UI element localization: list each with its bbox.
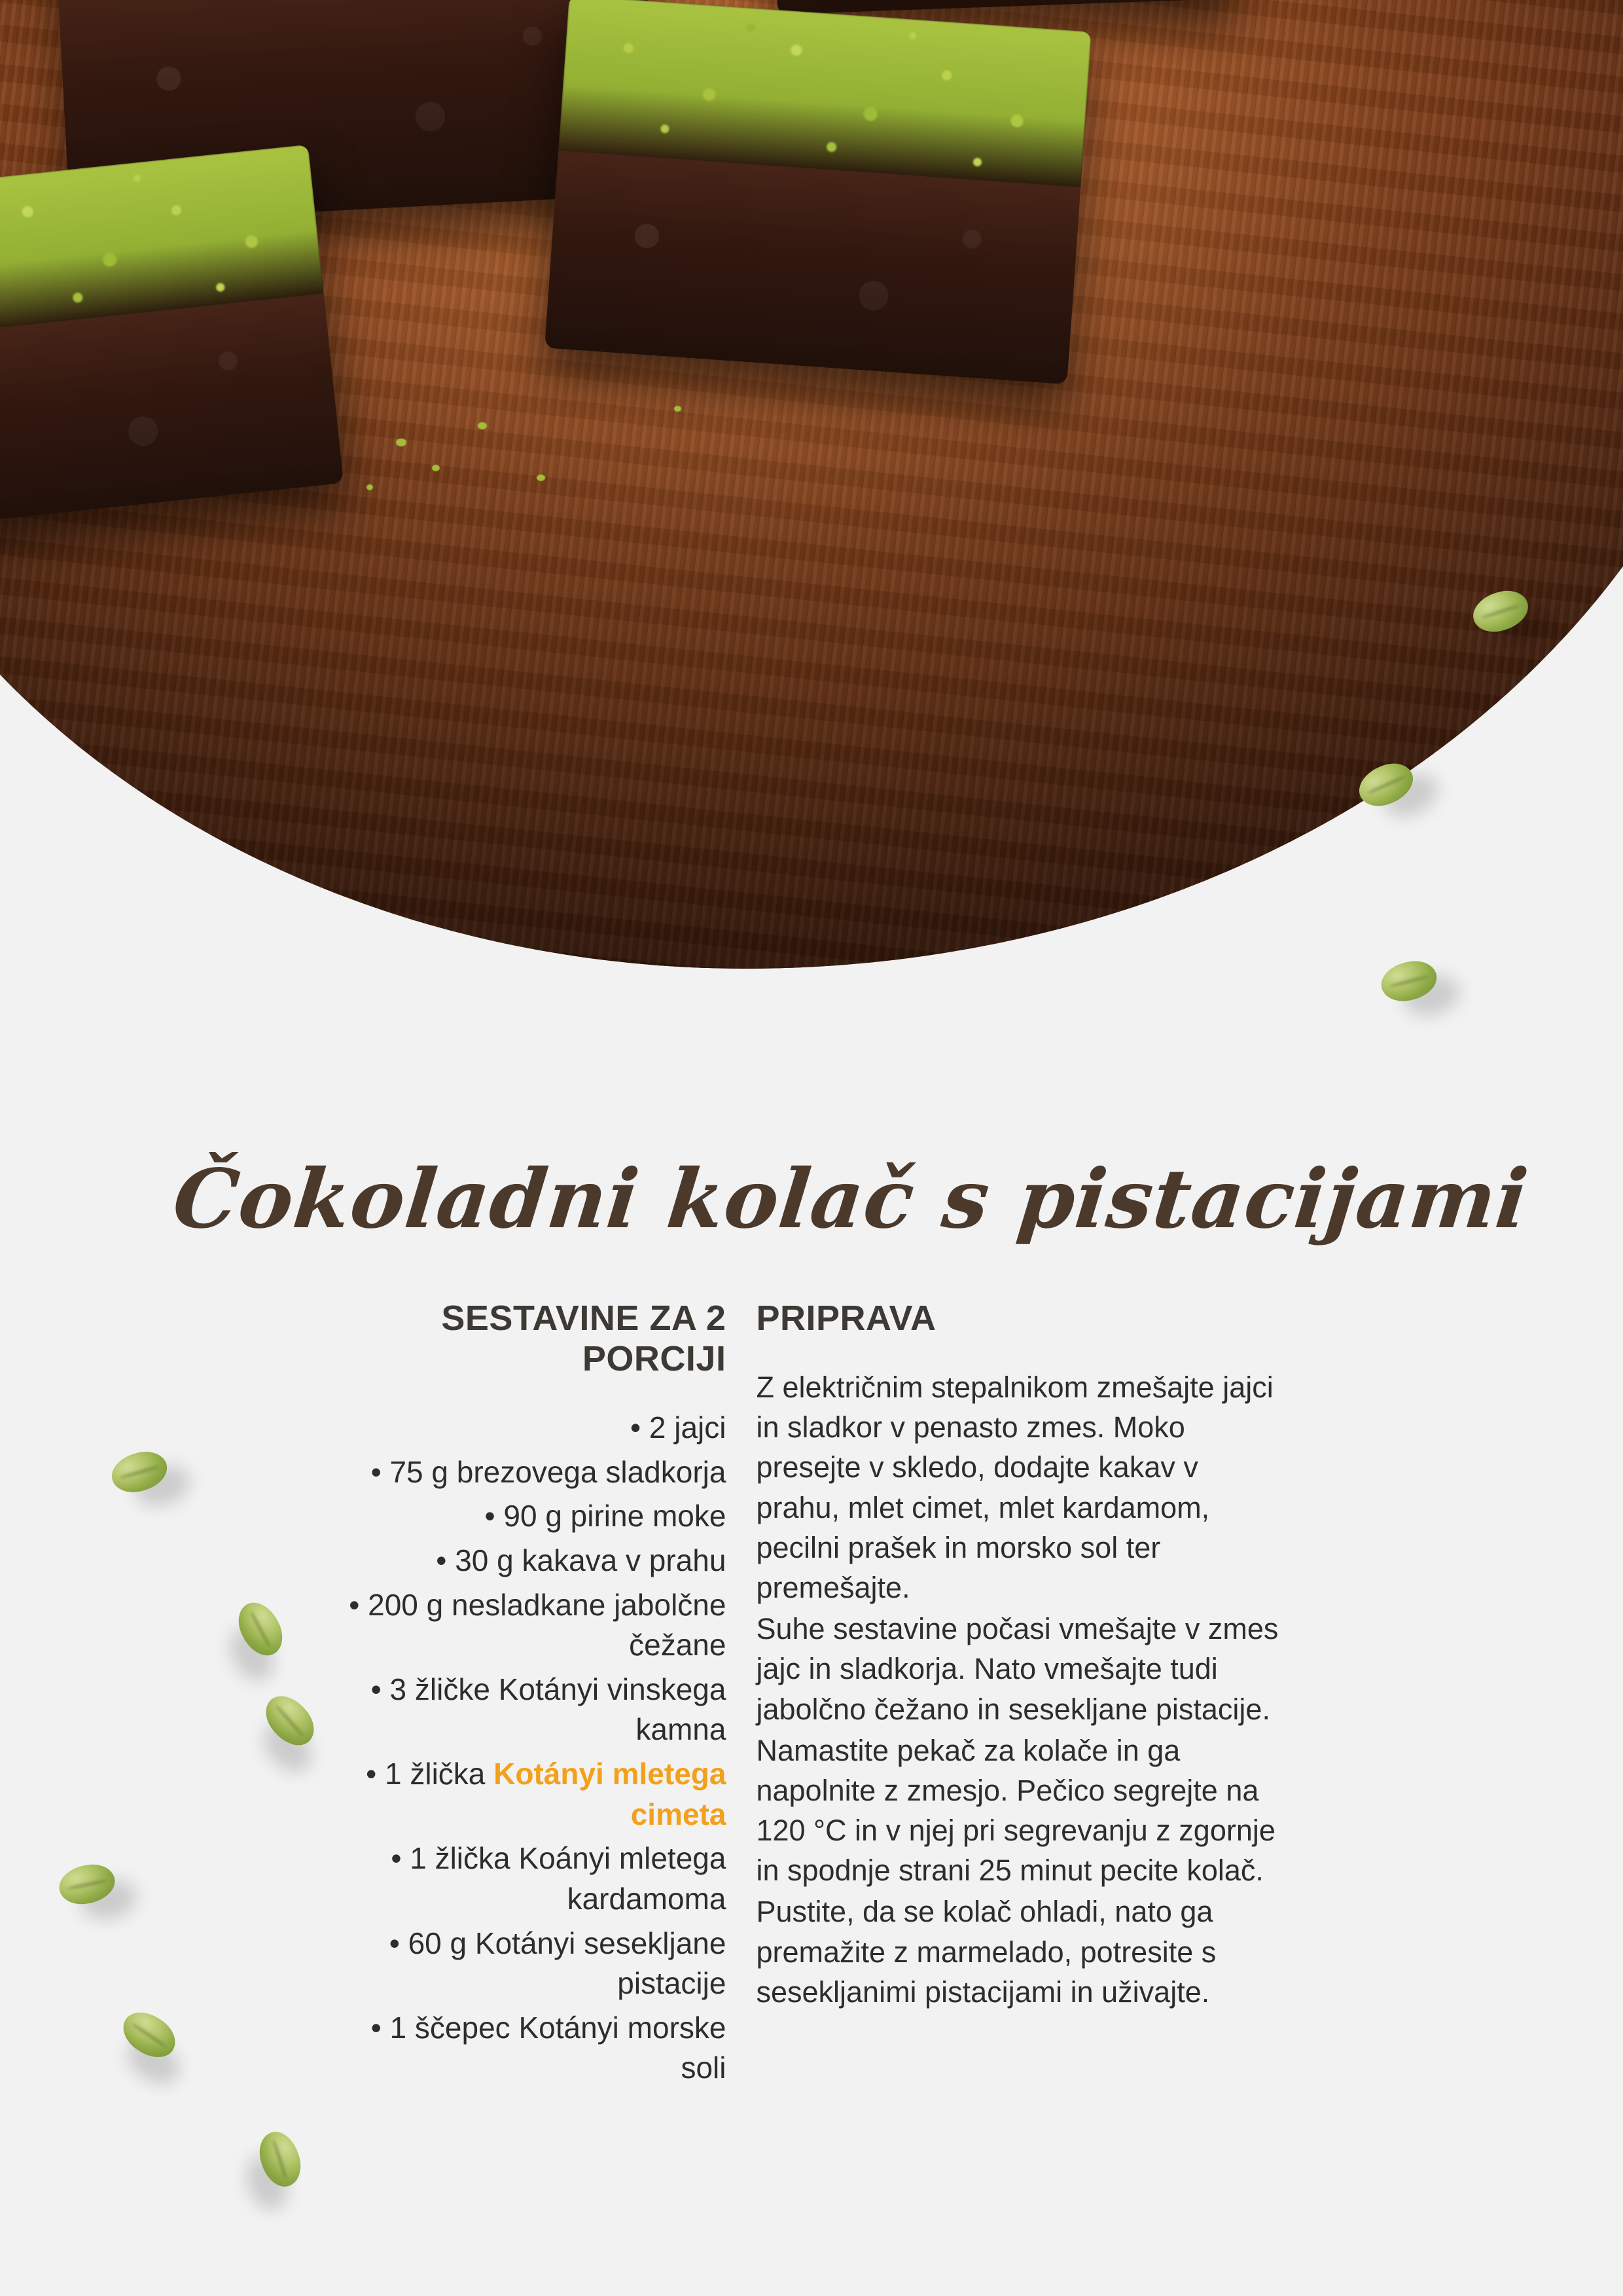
crumb-speck [432, 465, 440, 471]
brownie-cut-face [544, 151, 1080, 384]
ingredient-text: 1 žlička [384, 1757, 494, 1791]
preparation-step: Z električnim stepalnikom zmešajte jajci in sladkor v penasto zmes. Moko presejte v skledo, dodajte kakav v prahu, mlet cimet, mlet kardamom, pecilni prašek in morsko sol ter premešajte. [756, 1371, 1274, 1604]
ingredient-brand-highlight: Kotányi mletega cimeta [493, 1757, 726, 1831]
brownie-piece [0, 145, 344, 537]
preparation-step: Suhe sestavine počasi vmešajte v zmes jajc in sladkorja. Nato vmešajte tudi jabolčno čežano in sesekljane pistacije. [756, 1612, 1279, 1726]
crumb-speck [396, 439, 406, 446]
ingredient-item [340, 1670, 726, 1750]
bullet-icon: • [389, 1926, 408, 1960]
recipe-columns [0, 1298, 1623, 2092]
ingredient-item [340, 1839, 726, 1919]
ingredient-text: 1 ščepec Kotányi morske soli [389, 2010, 726, 2085]
ingredient-item [340, 1496, 726, 1537]
ingredients-heading: SESTAVINE ZA 2 PORCIJI [441, 1299, 726, 1378]
ingredient-text: 2 jajci [649, 1410, 726, 1444]
bullet-icon: • [370, 1454, 390, 1489]
crumb-speck [674, 406, 681, 412]
bullet-icon: • [366, 1757, 385, 1791]
bullet-icon: • [436, 1543, 455, 1577]
crumb-speck [366, 484, 373, 490]
bullet-icon: • [484, 1499, 504, 1534]
preparation-step: Pustite, da se kolač ohladi, nato ga premažite z marmelado, potresite s sesekljanimi pistacijami in uživajte. [756, 1895, 1217, 2009]
bullet-icon: • [630, 1410, 649, 1444]
bullet-icon: • [391, 1841, 410, 1876]
crumb-speck [537, 475, 545, 481]
preparation-steps [756, 1367, 1283, 2012]
ingredient-item [340, 1408, 726, 1448]
ingredients-list [340, 1408, 726, 2089]
brownie-piece [544, 0, 1092, 384]
ingredient-text: 75 g brezovega sladkorja [389, 1454, 726, 1489]
ingredient-item [340, 1924, 726, 2004]
ingredient-item [340, 1452, 726, 1493]
ingredient-item [340, 1541, 726, 1581]
ingredient-item [340, 1585, 726, 1666]
ingredient-text: 1 žlička Koányi mletega kardamoma [410, 1841, 726, 1916]
preparation-column [756, 1298, 1283, 2013]
bullet-icon: • [370, 2010, 390, 2045]
recipe-content [0, 1152, 1623, 2092]
ingredient-item [340, 2008, 726, 2089]
ingredient-text: 3 žličke Kotányi vinskega kamna [389, 1672, 726, 1747]
bullet-icon: • [370, 1672, 390, 1706]
hero-photo [0, 0, 1623, 975]
ingredient-text: 90 g pirine moke [503, 1499, 726, 1534]
bullet-icon: • [349, 1587, 368, 1622]
page-title: Čokoladni kolač s pistacijami [169, 1152, 1533, 1247]
crumb-speck [478, 422, 487, 429]
ingredients-column [340, 1298, 726, 2092]
ingredient-item [340, 1754, 726, 1835]
ingredient-text: 30 g kakava v prahu [455, 1543, 726, 1577]
ingredient-text: 200 g nesladkane jabolčne čežane [368, 1587, 726, 1662]
preparation-heading: PRIPRAVA [756, 1299, 936, 1338]
hero-photo-mask [0, 0, 1623, 969]
pistachio-nut [253, 2126, 307, 2192]
preparation-step: Namastite pekač za kolače in ga napolnite z zmesjo. Pečico segrejte na 120 °C in v njej pri segrevanju z zgornje in spodnje strani 25 minut pecite kolač. [756, 1733, 1275, 1888]
ingredient-text: 60 g Kotányi sesekljane pistacije [408, 1926, 726, 2001]
